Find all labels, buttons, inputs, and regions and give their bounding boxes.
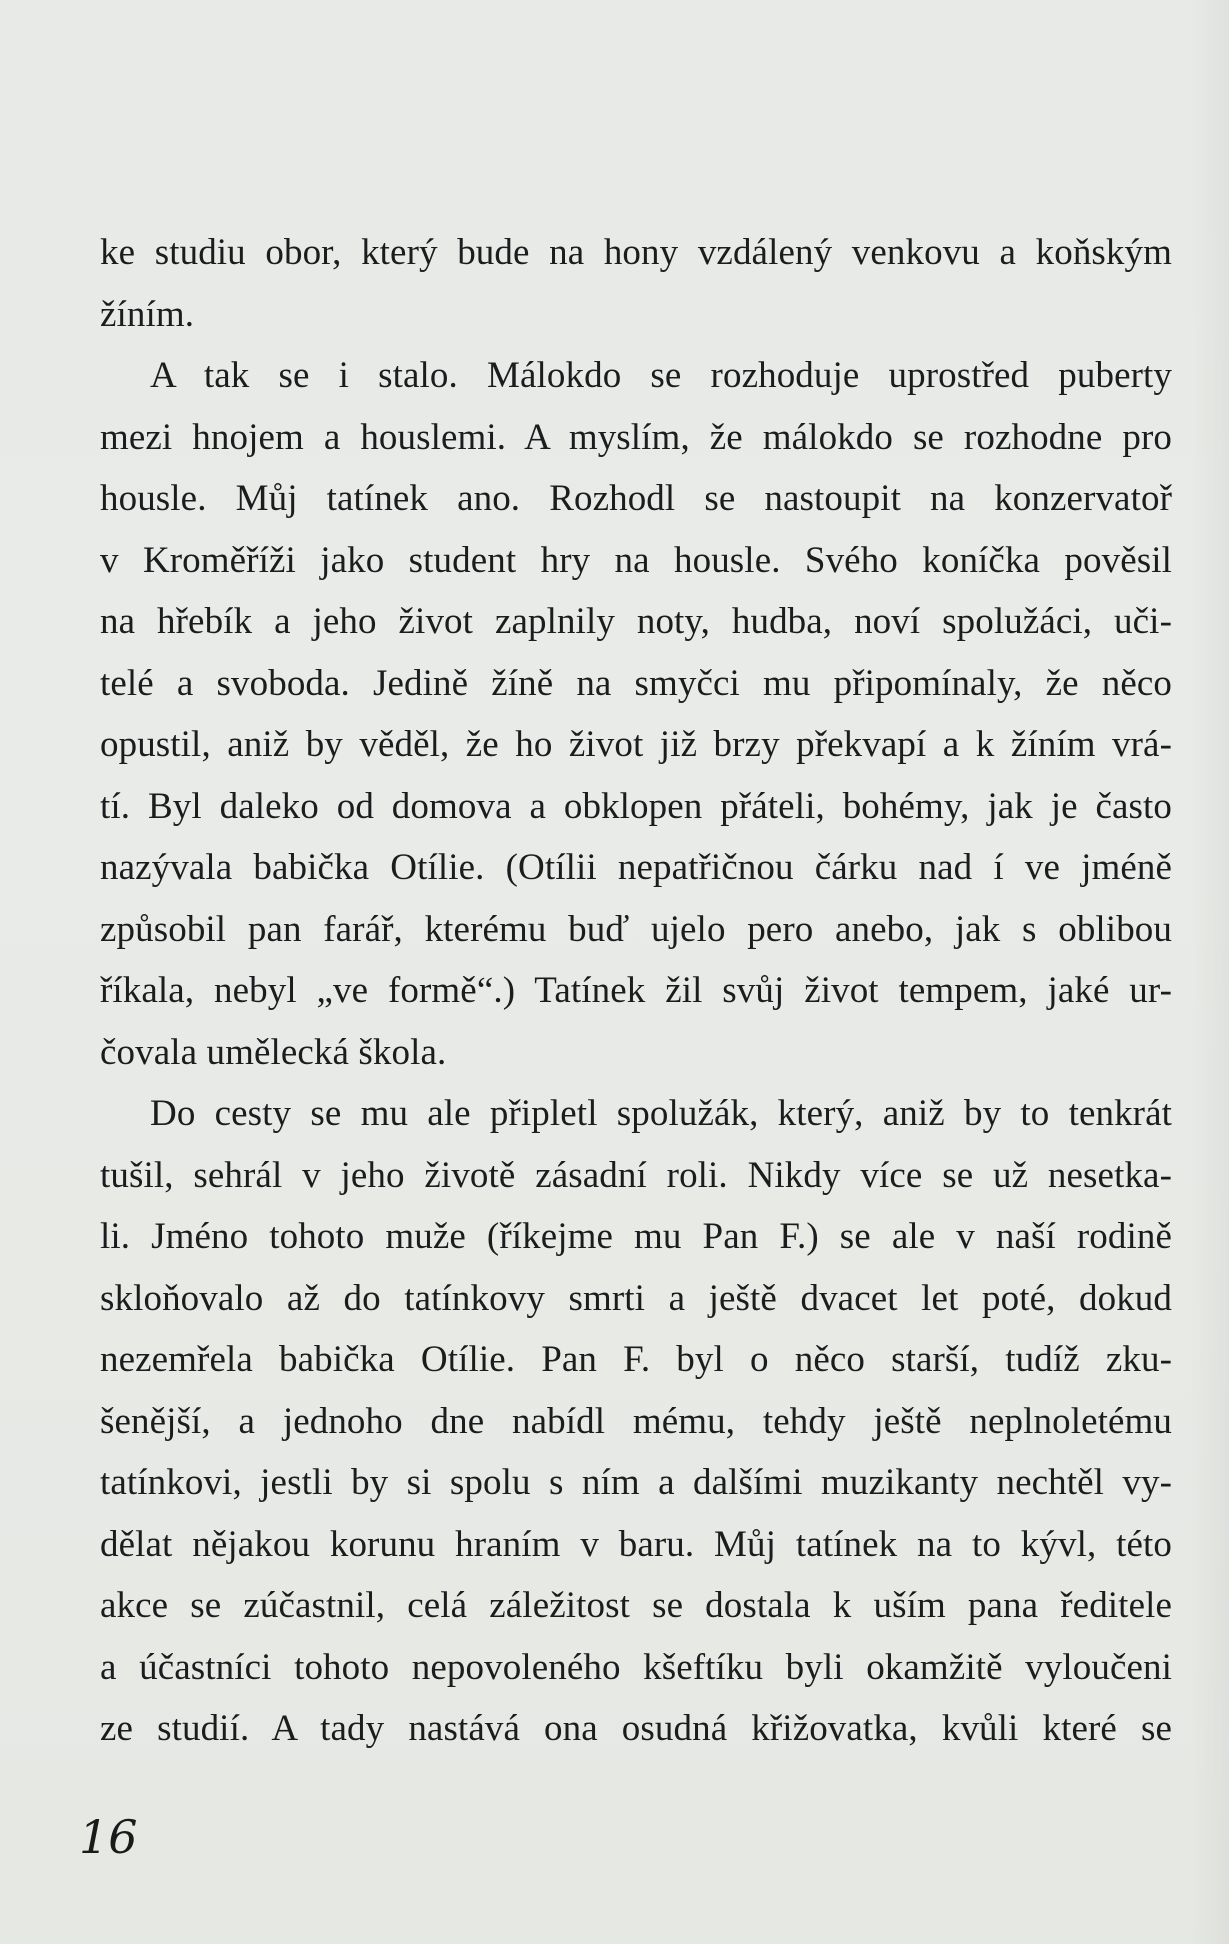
text-line: dělat nějakou korunu hraním v baru. Můj tatínek na to kývl, této [100, 1523, 1172, 1565]
page-edge-shadow [1189, 0, 1229, 1944]
text-line: šenější, a jednoho dne nabídl mému, tehdy ještě neplnoletému [100, 1400, 1172, 1442]
text-line: způsobil pan farář, kterému buď ujelo pero anebo, jak s oblibou [100, 908, 1172, 950]
text-line: ke studiu obor, který bude na hony vzdálený venkovu a koňským [100, 232, 1172, 273]
text-line: opustil, aniž by věděl, že ho život již brzy překvapí a k žíním vrá- [100, 724, 1172, 765]
text-line: housle. Můj tatínek ano. Rozhodl se nastoupit na konzervatoř [100, 478, 1172, 519]
page-number: 16 [79, 1810, 138, 1864]
text-line: čovala umělecká škola. [100, 1031, 447, 1073]
text-line: li. Jméno tohoto muže (říkejme mu Pan F.) se ale v naší rodině [100, 1216, 1172, 1257]
text-line: Do cesty se mu ale připletl spolužák, který, aniž by to tenkrát [150, 1093, 1172, 1134]
text-line: mezi hnojem a houslemi. A myslím, že málokdo se rozhodne pro [100, 416, 1172, 458]
text-line: tatínkovi, jestli by si spolu s ním a dalšími muzikanty nechtěl vy- [100, 1462, 1172, 1503]
text-line: nezemřela babička Otílie. Pan F. byl o něco starší, tudíž zku- [100, 1339, 1172, 1380]
text-line: tušil, sehrál v jeho životě zásadní roli. Nikdy více se už nesetka- [100, 1154, 1172, 1196]
body-text [100, 222, 1172, 1760]
text-line: akce se zúčastnil, celá záležitost se dostala k uším pana ředitele [100, 1585, 1172, 1626]
text-line: ze studií. A tady nastává ona osudná křižovatka, kvůli které se [100, 1708, 1172, 1749]
text-line: A tak se i stalo. Málokdo se rozhoduje uprostřed puberty [150, 355, 1172, 396]
text-line: skloňovalo až do tatínkovy smrti a ještě dvacet let poté, dokud [100, 1277, 1172, 1319]
text-line: říkala, nebyl „ve formě“.) Tatínek žil svůj život tempem, jaké ur- [100, 970, 1172, 1011]
text-line: na hřebík a jeho život zaplnily noty, hudba, noví spolužáci, uči- [100, 601, 1172, 642]
text-line: v Kroměříži jako student hry na housle. Svého koníčka pověsil [100, 539, 1172, 581]
text-line: žíním. [100, 293, 195, 335]
text-line: tí. Byl daleko od domova a obklopen přáteli, bohémy, jak je často [100, 785, 1172, 827]
text-line: nazývala babička Otílie. (Otílii nepatřičnou čárku nad í ve jméně [100, 847, 1172, 888]
text-line: telé a svoboda. Jedině žíně na smyčci mu připomínaly, že něco [100, 662, 1172, 704]
text-line: a účastníci tohoto nepovoleného kšeftíku byli okamžitě vyloučeni [100, 1646, 1172, 1688]
